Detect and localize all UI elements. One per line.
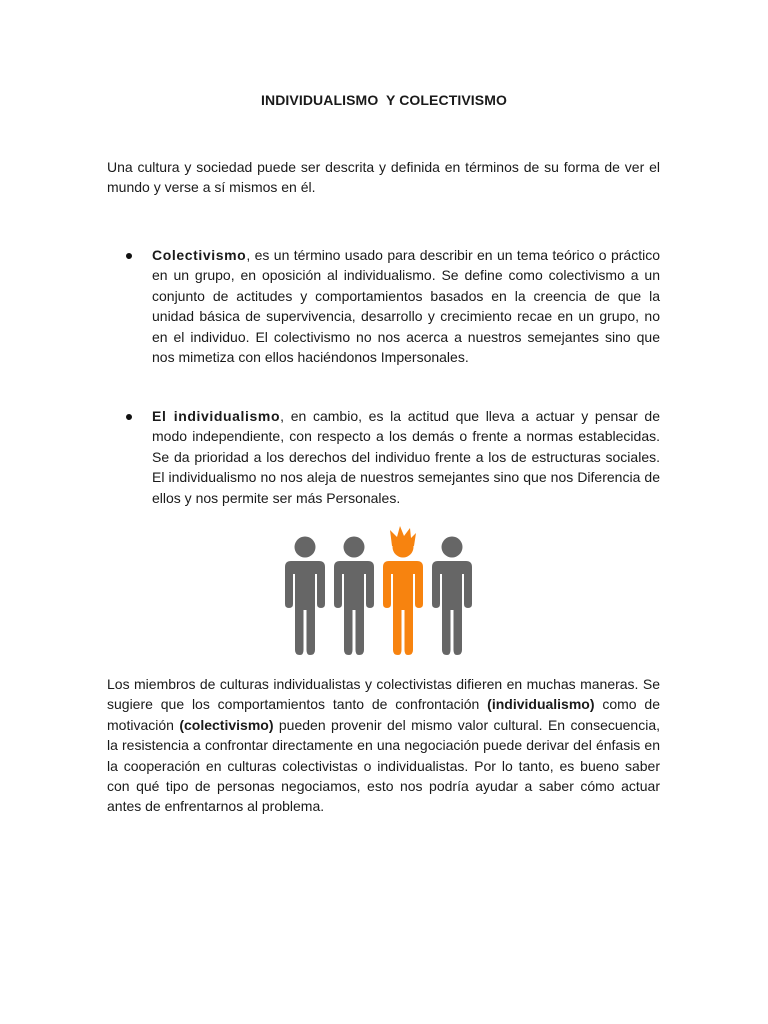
closing-text-3: pueden provenir del mismo valor cultural. En consecuencia, la resistencia a confrontar directamente en una negociación puede derivar del énfasis en la cooperación en culturas colectivistas o individualistas. Por lo tanto, es bueno saber con qué tipo de personas negociamos, esto nos podría ayudar a saber cómo actuar antes de enfrentarnos al problema.: [107, 716, 661, 815]
closing-bold-individualismo: (individualismo): [487, 696, 595, 713]
list-item-text: [152, 245, 660, 367]
list-item-text: [152, 406, 660, 508]
definition-individualismo: , en cambio, es la actitud que lleva a actuar y pensar de modo independiente, con respecto a los demás o frente a normas establecidas. Se da prioridad a los derechos del individuo frente a los de estructuras sociales. El individualismo no nos aleja de nuestros semejantes sino que nos Diferencia de ellos y nos permite ser más Personales.: [152, 408, 660, 506]
page-title: INDIVIDUALISMO Y COLECTIVISMO: [261, 92, 507, 108]
bullet-icon: [126, 253, 132, 259]
intro-paragraph: Una cultura y sociedad puede ser descrita y definida en términos de su forma de ver el mundo y verse a sí mismos en él.: [107, 159, 660, 196]
closing-paragraph: [107, 674, 660, 817]
crown-icon: [390, 526, 416, 546]
person-figure: [285, 537, 325, 656]
closing-bold-colectivismo: (colectivismo): [179, 716, 274, 733]
person-figure: [432, 537, 472, 656]
term-individualismo: El individualismo: [152, 408, 281, 424]
person-figure: [334, 537, 374, 656]
term-colectivismo: Colectivismo: [152, 247, 247, 263]
person-figure-highlighted: [383, 526, 423, 655]
bullet-icon: [126, 414, 132, 420]
closing-text-1: Los miembros de culturas individualistas y colectivistas difieren en muchas maneras. Se sugiere que los comportamientos tanto de confrontación: [107, 676, 660, 713]
people-group-icon: [278, 524, 478, 656]
closing-text-2: como de motivación: [107, 696, 660, 733]
definition-colectivismo: , es un término usado para describir en un tema teórico o práctico en un grupo, en oposición al individualismo. Se define como colectivismo a un conjunto de actitudes y comportamientos basados en la creencia de que la unidad básica de supervivencia, desarrollo y crecimiento recae en un grupo, no en el individuo. El colectivismo no nos acerca a nuestros semejantes sino que nos mimetiza con ellos haciéndonos Impersonales.: [152, 247, 660, 366]
